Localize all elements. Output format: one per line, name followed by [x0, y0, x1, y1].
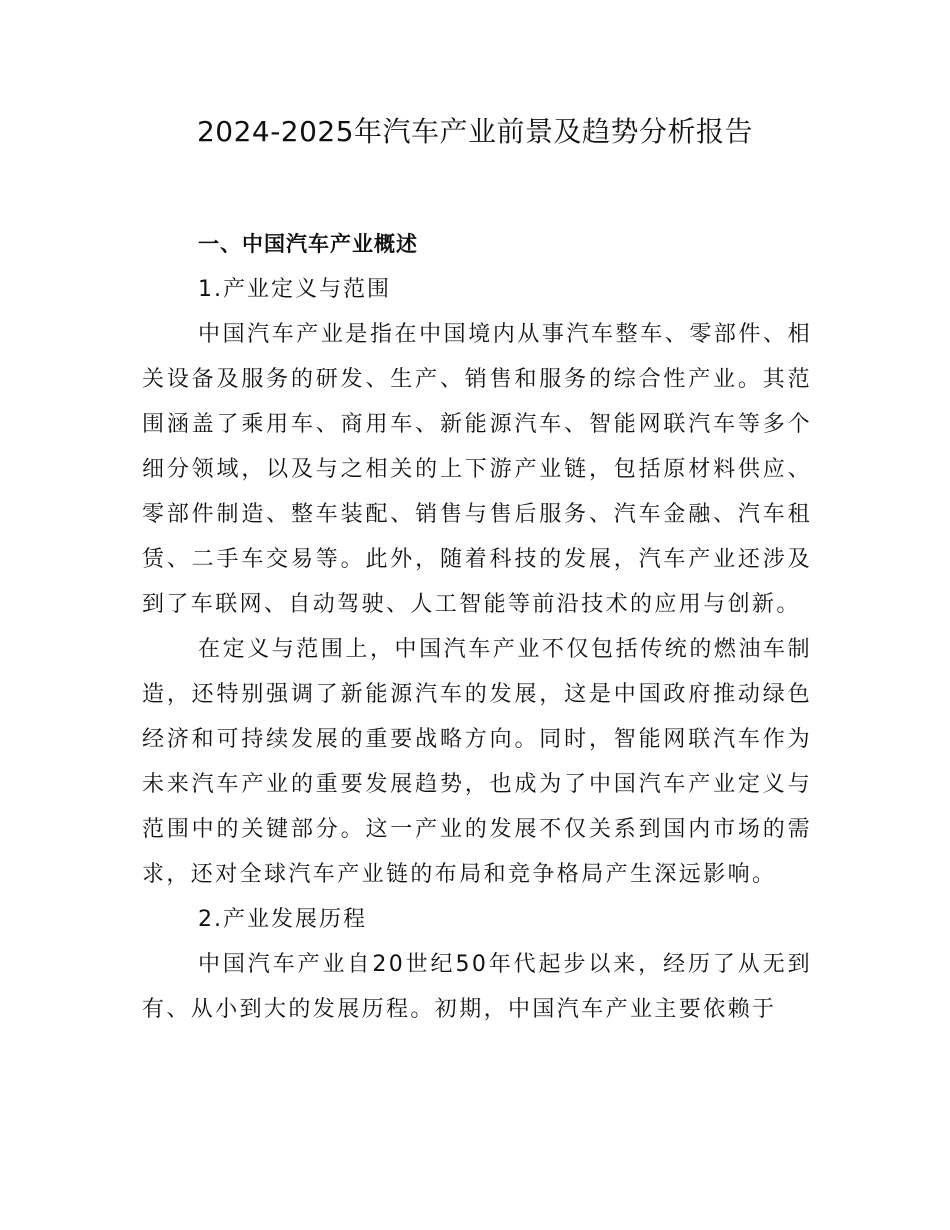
- subsection-heading-definition: 1.产业定义与范围: [198, 277, 391, 302]
- subsection-heading-history: 2.产业发展历程: [198, 907, 367, 932]
- section-heading-overview: 一、中国汽车产业概述: [198, 232, 418, 256]
- paragraph-history-1: 中国汽车产业自20世纪50年代起步以来，经历了从无到有、从小到大的发展历程。初期，中国汽车产业主要依赖于: [142, 952, 812, 1022]
- document-title: 2024-2025年汽车产业前景及趋势分析报告: [196, 115, 754, 148]
- paragraph-definition-1: 中国汽车产业是指在中国境内从事汽车整车、零部件、相关设备及服务的研发、生产、销售和服务的综合性产业。其范围涵盖了乘用车、商用车、新能源汽车、智能网联汽车等多个细分领域，以及与之相关的上下游产业链，包括原材料供应、零部件制造、整车装配、销售与售后服务、汽车金融、汽车租赁、二手车交易等。此外，随着科技的发展，汽车产业还涉及到了车联网、自动驾驶、人工智能等前沿技术的应用与创新。: [142, 322, 812, 617]
- document-body: [142, 222, 812, 1032]
- paragraph-definition-2: 在定义与范围上，中国汽车产业不仅包括传统的燃油车制造，还特别强调了新能源汽车的发展，这是中国政府推动绿色经济和可持续发展的重要战略方向。同时，智能网联汽车作为未来汽车产业的重要发展趋势，也成为了中国汽车产业定义与范围中的关键部分。这一产业的发展不仅关系到国内市场的需求，还对全球汽车产业链的布局和竞争格局产生深远影响。: [142, 637, 812, 887]
